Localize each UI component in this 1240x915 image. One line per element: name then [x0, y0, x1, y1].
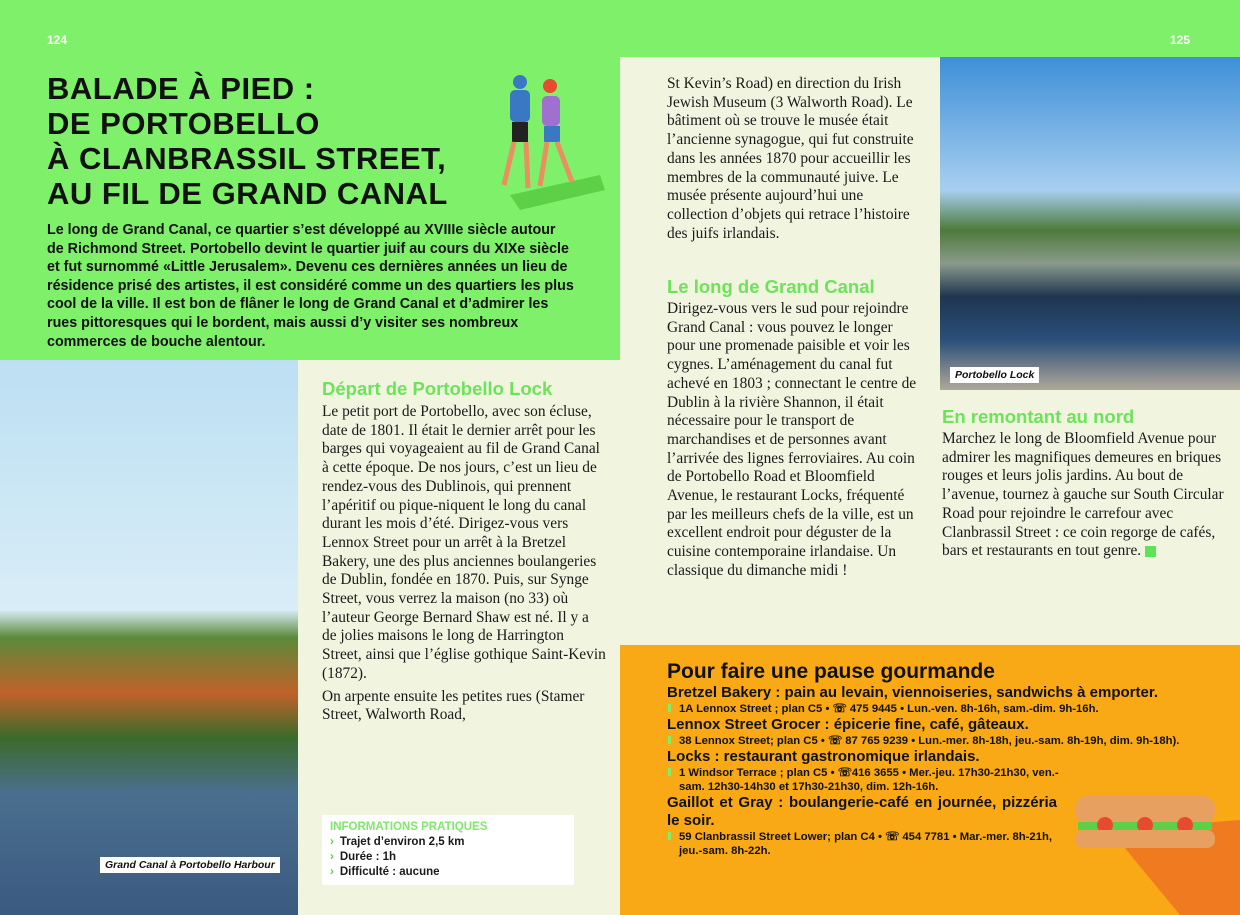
info-item: › Difficulté : aucune [330, 866, 440, 878]
section-heading: Départ de Portobello Lock [322, 378, 553, 399]
title-line: DE PORTOBELLO [47, 106, 320, 141]
photo-caption: Grand Canal à Portobello Harbour [100, 857, 280, 873]
info-item: › Trajet d’environ 2,5 km [330, 836, 465, 848]
end-mark-icon [1145, 546, 1156, 557]
info-box [322, 815, 574, 885]
intro-text: Le long de Grand Canal, ce quartier s’est développé au XVIIIe siècle autour de Richmond Street. Portobello devint le quartier juif au cours du XIXe siècle et fut surnommé «Little Jerusalem». Devenu ces dernières années un lieu de résidence prisé des artistes, il est considéré comme un des quartiers les plus cool de la ville. Il est bon de flâner le long de Grand Canal et d’admirer les rues pittoresques qui le bordent, mais aussi d’y visiter ses nombreux commerces de bouche alentour. [47, 222, 574, 350]
info-item: › Durée : 1h [330, 851, 397, 863]
food-place: Bretzel Bakery : pain au levain, viennoiseries, sandwichs à emporter. 1A Lennox Street ; plan C5 • ☏ 475 9445 • Lun.-ven. 8h-16h, sam.-dim. 9h-16h. [667, 684, 1222, 716]
title-line: À CLANBRASSIL STREET, [47, 141, 447, 176]
walkers-illustration [490, 70, 610, 210]
section-heading: Le long de Grand Canal [667, 276, 875, 297]
photo-portobello-lock [940, 57, 1240, 390]
col2-text: St Kevin’s Road) en direction du Irish Jewish Museum (3 Walworth Road). Le bâtiment où se trouve le musée était l’ancienne synagogue, qui fut construite dans les années 1870 pour accueillir les membres de la communauté juive. Le musée présente aujourd’hui une collection d’objets qui retrace l’histoire des juifs irlandais. [667, 75, 914, 242]
food-title: Pour faire une pause gourmande [667, 660, 995, 683]
info-title: INFORMATIONS PRATIQUES [330, 821, 488, 833]
page-number-left: 124 [47, 33, 68, 47]
section-grand-canal [667, 276, 922, 581]
section-nord [942, 406, 1232, 561]
title-line: AU FIL DE GRAND CANAL [47, 176, 448, 211]
food-list [667, 660, 1222, 858]
section-text: On arpente ensuite les petites rues (Stamer Street, Walworth Road, [322, 687, 585, 724]
photo-grand-canal [0, 360, 298, 915]
photo-caption: Portobello Lock [950, 367, 1039, 383]
section-heading: En remontant au nord [942, 406, 1135, 427]
section-depart [322, 378, 607, 725]
section-text: Dirigez-vous vers le sud pour rejoindre Grand Canal : vous pouvez le longer pour une promenade paisible et voir les cygnes. L’aménagement du canal fut achevé en 1803 ; connectant le centre de Dublin à la rivière Shannon, il était nécessaire pour le transport de marchandises et de personnes avant l’arrivée des lignes ferroviaires. Au coin de Portobello Road et Bloomfield Avenue, le restaurant Locks, fréquenté par les meilleurs chefs de la ville, est un excellent endroit pour déguster de la cuisine contemporaine irlandaise. Un classique du dimanche midi ! [667, 300, 917, 579]
food-place: Lennox Street Grocer : épicerie fine, café, gâteaux. 38 Lennox Street; plan C5 • ☏ 87 765 9239 • Lun.-mer. 8h-18h, jeu.-sam. 8h-19h, dim. 9h-18h). [667, 716, 1207, 748]
title-line: BALADE À PIED : [47, 71, 315, 106]
food-place: Gaillot et Gray : boulangerie-café en journée, pizzéria le soir. 59 Clanbrassil Street Lower; plan C4 • ☏ 454 7781 • Mar.-mer. 8h-21h, jeu.-sam. 8h-22h. [667, 794, 1057, 857]
page-number-right: 125 [1170, 33, 1191, 47]
page-title [47, 71, 448, 211]
food-place: Locks : restaurant gastronomique irlandais. 1 Windsor Terrace ; plan C5 • ☏416 3655 • Mer.-jeu. 17h30-21h30, ven.-sam. 12h30-14h30 et 17h30-21h30, dim. 12h-16h. [667, 748, 1067, 794]
section-text: Marchez le long de Bloomfield Avenue pour admirer les magnifiques demeures en briques rouges et leurs jolis jardins. Au bout de l’avenue, tournez à gauche sur South Circular Road pour rejoindre le carrefour avec Clanbrassil Street : ce coin regorge de cafés, bars et restaurants en tout genre. [942, 430, 1224, 560]
section-text: Le petit port de Portobello, avec son écluse, date de 1801. Il était le dernier arrêt pour les barges qui voyageaient au fil de Grand Canal à cette époque. De nos jours, c’est un lieu de rendez-vous des Dublinois, qui prennent l’apéritif ou pique-niquent le long du canal durant les mois d’été. Dirigez-vous vers Lennox Street pour un arrêt à la Bretzel Bakery, une des plus anciennes boulangeries de Dublin, fondée en 1870. Puis, sur Synge Street, vous verrez la maison (no 33) où l’auteur George Bernard Shaw est né. Il y a de jolies maisons le long de Harrington Street, ainsi que l’église gothique Saint-Kevin (1872). [322, 403, 606, 682]
